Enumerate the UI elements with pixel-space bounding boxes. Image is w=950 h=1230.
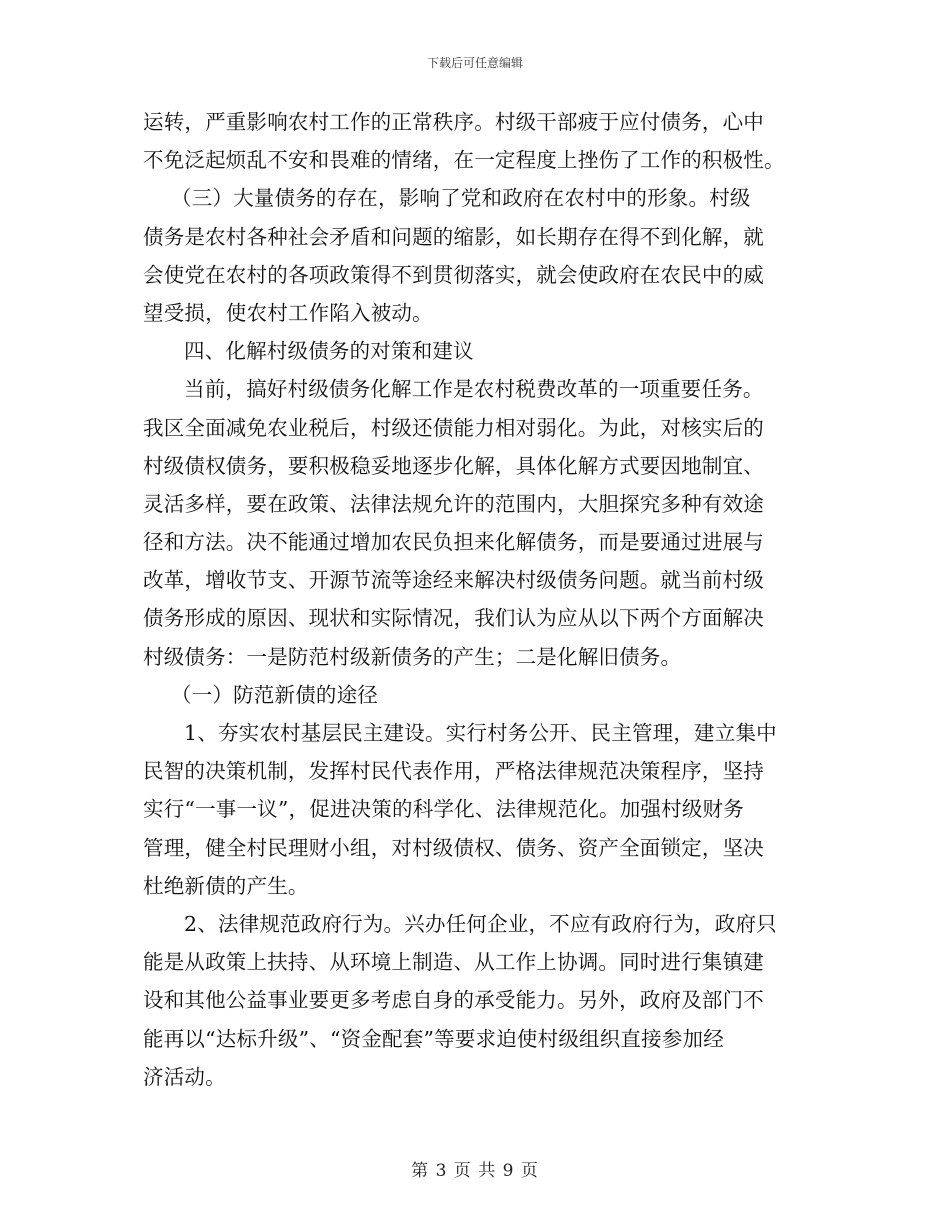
- body-text-line: 能再以“达标升级”、“资金配套”等要求迫使村级组织直接参加经: [143, 1026, 724, 1051]
- body-text-line: （三）大量债务的存在，影响了党和政府在农村中的形象。村级: [171, 186, 751, 211]
- body-text-line: 债务形成的原因、现状和实际情况，我们认为应从以下两个方面解决: [143, 606, 764, 631]
- body-text-line: 径和方法。决不能通过增加农民负担来化解债务，而是要通过进展与: [143, 530, 764, 555]
- body-text-line: （一）防范新债的途径: [171, 682, 378, 707]
- body-text-line: 债务是农村各种社会矛盾和问题的缩影，如长期存在得不到化解，就: [143, 224, 764, 249]
- body-text-line: 会使党在农村的各项政策得不到贯彻落实，就会使政府在农民中的威: [143, 262, 764, 287]
- body-text-line: 运转，严重影响农村工作的正常秩序。村级干部疲于应付债务，心中: [143, 110, 764, 134]
- body-text-line: 当前，搞好村级债务化解工作是农村税费改革的一项重要任务。: [184, 377, 764, 402]
- body-text-line: 灵活多样，要在政策、法律法规允许的范围内，大胆探究多种有效途: [143, 491, 764, 516]
- body-text-line: 改革，增收节支、开源节流等途经来解决村级债务问题。就当前村级: [143, 568, 764, 593]
- page-number-footer: 第 3 页 共 9 页: [411, 1161, 539, 1181]
- body-text-line: 设和其他公益事业要更多考虑自身的承受能力。另外，政府及部门不: [143, 988, 764, 1013]
- body-text-line: 民智的决策机制，发挥村民代表作用，严格法律规范决策程序，坚持: [143, 759, 764, 784]
- body-text-line: 杜绝新债的产生。: [143, 873, 309, 898]
- body-text-line: 村级债权债务，要积极稳妥地逐步化解，具体化解方式要因地制宜、: [143, 453, 764, 478]
- body-text-line: 济活动。: [143, 1064, 226, 1089]
- body-text-line: 2、法律规范政府行为。兴办任何企业，不应有政府行为，政府只: [184, 911, 777, 936]
- page-header-note: 下载后可任意编辑: [426, 56, 523, 70]
- body-text-line: 望受损，使农村工作陷入被动。: [143, 300, 433, 325]
- body-text-line: 村级债务：一是防范村级新债务的产生；二是化解旧债务。: [143, 644, 682, 669]
- body-text-line: 1、夯实农村基层民主建设。实行村务公开、民主管理，建立集中: [184, 721, 777, 745]
- document-body: [143, 103, 811, 1096]
- body-text-line: 能是从政策上扶持、从环境上制造、从工作上协调。同时进行集镇建: [143, 950, 764, 975]
- body-text-line: 我区全面减免农业税后，村级还债能力相对弱化。为此，对核实后的: [143, 415, 764, 440]
- body-text-line: 四、化解村级债务的对策和建议: [184, 339, 474, 364]
- body-text-line: 管理，健全村民理财小组，对村级债权、债务、资产全面锁定，坚决: [143, 835, 764, 860]
- body-text-line: 不免泛起烦乱不安和畏难的情绪，在一定程度上挫伤了工作的积极性。: [143, 148, 785, 173]
- body-text-line: 实行“一事一议”，促进决策的科学化、法律规范化。加强村级财务: [143, 797, 744, 822]
